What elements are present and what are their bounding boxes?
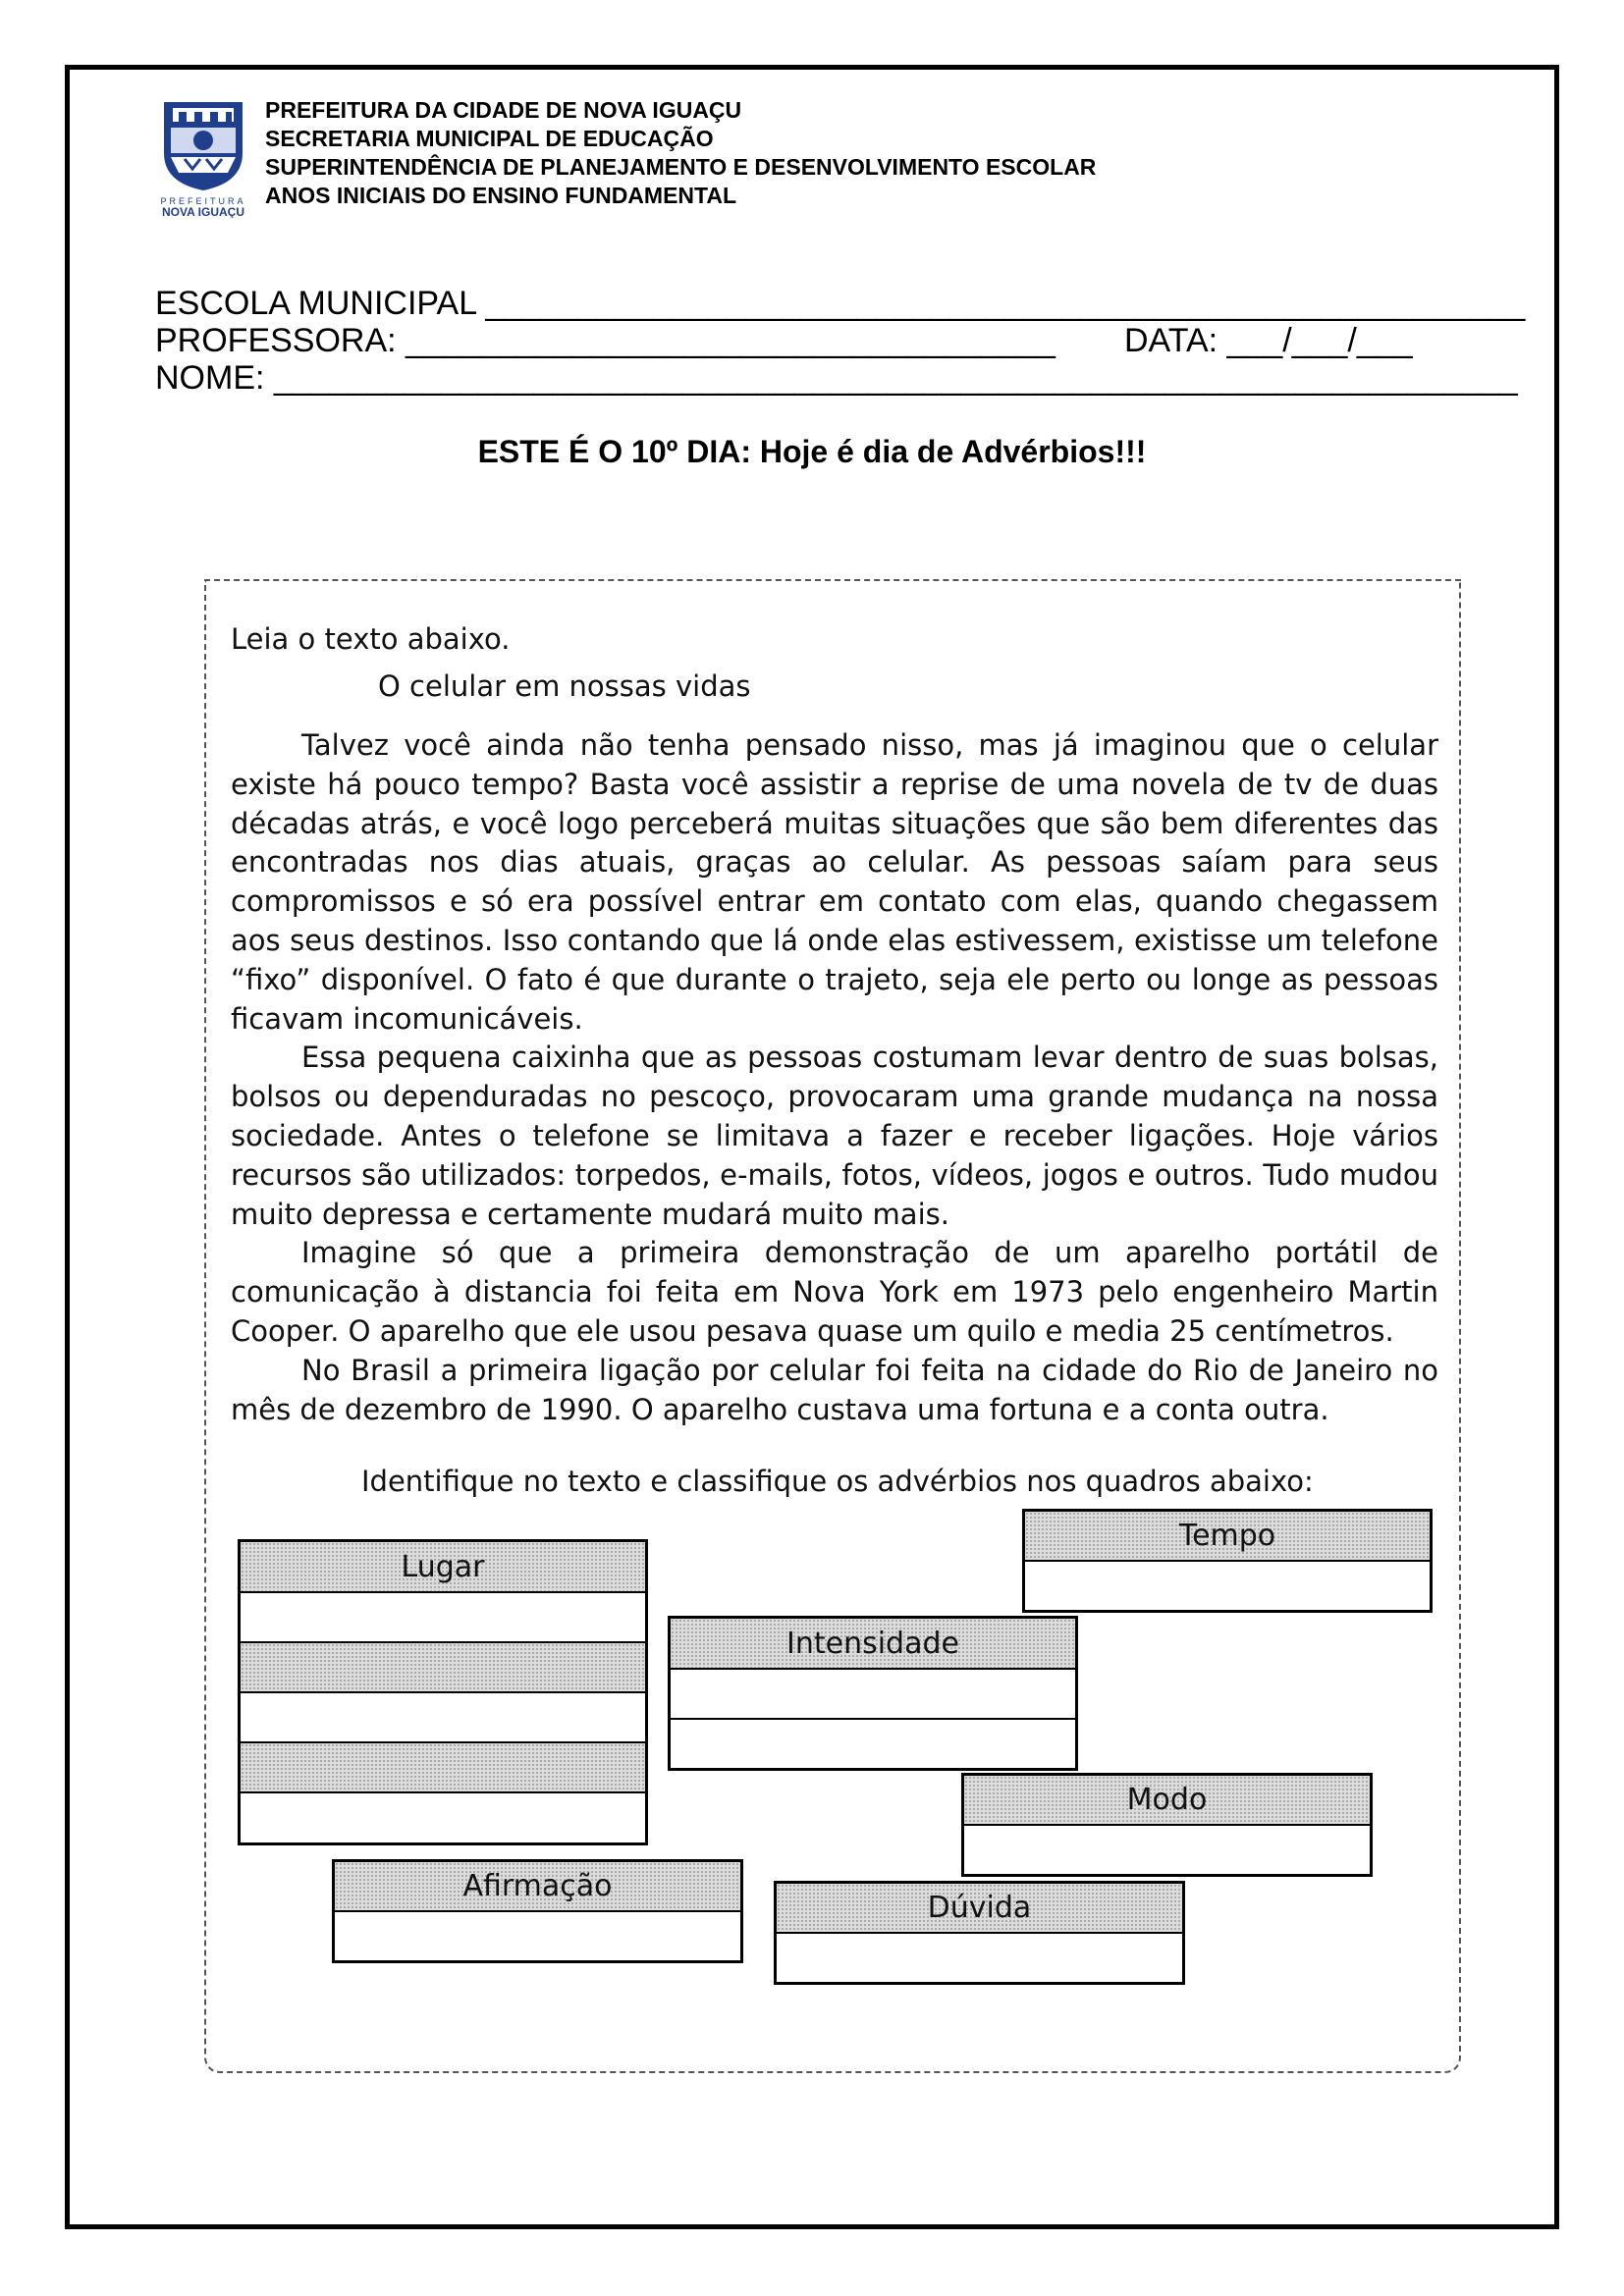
- instruction: Leia o texto abaixo.: [231, 622, 511, 656]
- header-line-superintendencia: SUPERINTENDÊNCIA DE PLANEJAMENTO E DESENVOLVIMENTO ESCOLAR: [265, 154, 1097, 180]
- header-line-prefeitura: PREFEITURA DA CIDADE DE NOVA IGUAÇU: [265, 97, 742, 123]
- nova-iguacu-logo: [149, 96, 257, 218]
- box-duvida: [774, 1881, 1185, 1985]
- reading-text: [231, 726, 1438, 1429]
- answer-slot[interactable]: [241, 1693, 645, 1743]
- box-lugar-header: Lugar: [241, 1542, 645, 1593]
- box-intensidade-header: Intensidade: [671, 1619, 1075, 1670]
- nome-field[interactable]: NOME: ___________________________________________________________________: [155, 359, 1518, 397]
- header-lines: [265, 96, 1096, 210]
- page-title: ESTE É O 10º DIA: Hoje é dia de Advérbios!!!: [477, 434, 1147, 469]
- data-field[interactable]: DATA: ___/___/___: [1124, 322, 1413, 359]
- answer-slot[interactable]: [1025, 1562, 1430, 1610]
- answer-slot[interactable]: [777, 1934, 1182, 1982]
- professora-field[interactable]: PROFESSORA: ___________________________________: [155, 322, 1056, 359]
- paragraph: Essa pequena caixinha que as pessoas costumam levar dentro de suas bolsas, bolsos ou dependuradas no pescoço, provocaram uma grande mudança na nossa sociedade. Antes o telefone se limitava a fazer e receber ligações. Hoje vários recursos são utilizados: torpedos, e-mails, fotos, vídeos, jogos e outros. Tudo mudou muito depressa e certamente mudará muito mais.: [231, 1041, 1438, 1231]
- task-instruction: Identifique no texto e classifique os advérbios nos quadros abaixo:: [361, 1465, 1314, 1498]
- logo-caption-bottom: NOVA IGUAÇU: [162, 205, 244, 218]
- box-intensidade: [668, 1616, 1078, 1771]
- header-line-secretaria: SECRETARIA MUNICIPAL DE EDUCAÇÃO: [265, 126, 714, 151]
- box-afirmacao: [332, 1859, 743, 1963]
- box-tempo-header: Tempo: [1025, 1512, 1430, 1562]
- answer-slot[interactable]: [241, 1793, 645, 1842]
- header-line-anos-iniciais: ANOS INICIAIS DO ENSINO FUNDAMENTAL: [265, 183, 737, 208]
- box-modo: [961, 1773, 1373, 1877]
- answer-slot[interactable]: [241, 1743, 645, 1793]
- text-heading: O celular em nossas vidas: [378, 669, 751, 703]
- answer-slot[interactable]: [671, 1670, 1075, 1720]
- box-modo-header: Modo: [964, 1776, 1370, 1826]
- paragraph: Imagine só que a primeira demonstração de um aparelho portátil de comunicação à distancia foi feita em Nova York em 1973 pelo engenheiro Martin Cooper. O aparelho que ele usou pesava quase um quilo e media 25 centímetros.: [231, 1236, 1438, 1348]
- box-tempo: [1022, 1509, 1433, 1613]
- paragraph: Talvez você ainda não tenha pensado nisso, mas já imaginou que o celular existe há pouco tempo? Basta você assistir a reprise de uma novela de tv de duas décadas atrás, e você logo perceberá muitas situações que são bem diferentes das encontradas nos dias atuais, graças ao celular. As pessoas saíam para seus compromissos e só era possível entrar em contato com elas, quando chegassem aos seus destinos. Isso contando que lá onde elas estivessem, existisse um telefone “fixo” disponível. O fato é que durante o trajeto, seja ele perto ou longe as pessoas ficavam incomunicáveis.: [231, 728, 1438, 1036]
- paragraph: No Brasil a primeira ligação por celular foi feita na cidade do Rio de Janeiro no mês de dezembro de 1990. O aparelho custava uma fortuna e a conta outra.: [231, 1353, 1438, 1426]
- answer-slot[interactable]: [671, 1720, 1075, 1768]
- answer-slot[interactable]: [335, 1912, 740, 1960]
- logo-caption-top: PREFEITURA: [160, 196, 246, 206]
- box-afirmacao-header: Afirmação: [335, 1862, 740, 1912]
- escola-field[interactable]: ESCOLA MUNICIPAL ________________________________________________________: [155, 285, 1526, 322]
- answer-slot[interactable]: [241, 1643, 645, 1693]
- answer-slot[interactable]: [964, 1826, 1370, 1874]
- answer-slot[interactable]: [241, 1593, 645, 1643]
- box-lugar: [238, 1539, 648, 1845]
- box-duvida-header: Dúvida: [777, 1884, 1182, 1934]
